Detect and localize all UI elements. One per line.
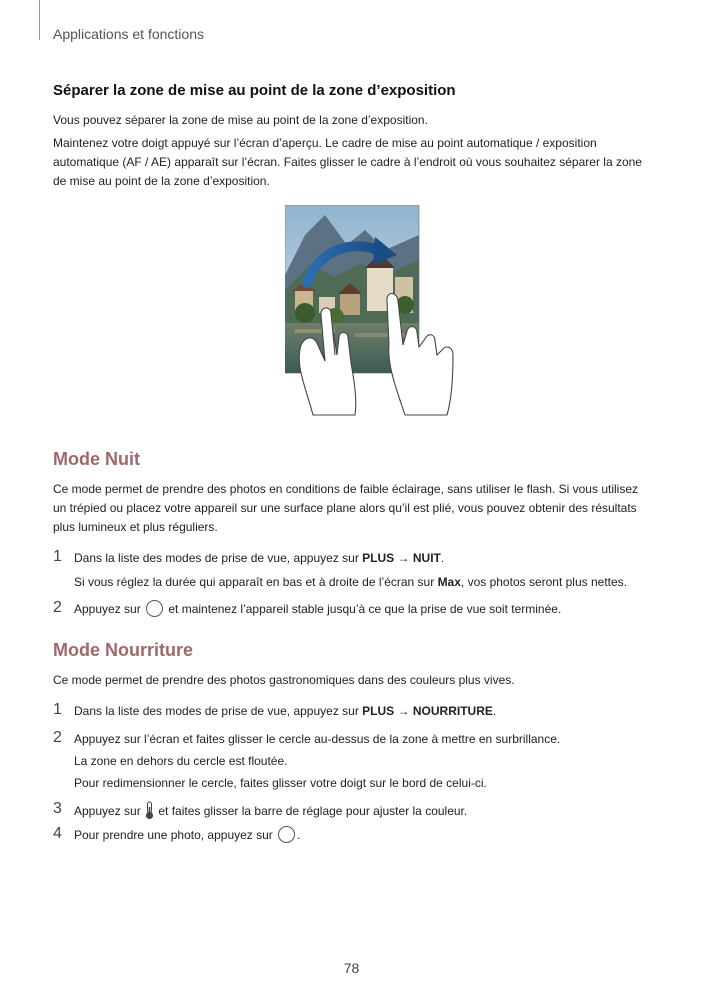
step-number: 1 (53, 548, 62, 565)
step-number: 2 (53, 599, 62, 616)
night-mode-intro: Ce mode permet de prendre des photos en conditions de faible éclairage, sans utiliser le flash. Si vous utilisez un trépied ou placez votre appareil sur une surface plane alors qu’il est plié, vous pouvez obtenir des résultats plus lumineux et plus réguliers. (53, 482, 638, 534)
section-title-focus-exposure: Séparer la zone de mise au point de la zone d’exposition (53, 82, 456, 99)
focus-para-2: Maintenez votre doigt appuyé sur l’écran d’aperçu. Le cadre de mise au point automatique / exposition automatique (AF / AE) apparaît sur l’écran. Faites glisser le cadre à l’endroit où vous souhaitez séparer la zone de mise au point de la zone d’exposition. (53, 136, 642, 188)
food-mode-steps (53, 702, 653, 845)
running-title: Applications et fonctions (53, 26, 204, 42)
food-mode-title: Mode Nourriture (53, 640, 194, 660)
food-menu-label: NOURRITURE (412, 704, 493, 718)
night-mode-title: Mode Nuit (53, 449, 140, 469)
step-number: 3 (53, 800, 62, 817)
night-step-1-note: Si vous réglez la durée qui apparaît en bas et à droite de l’écran sur Max, vos photos seront plus nettes. (74, 575, 628, 589)
step-number: 1 (53, 701, 62, 718)
header-rule (39, 0, 40, 40)
step-number: 4 (53, 825, 62, 842)
page-content (53, 82, 653, 850)
plus-menu-label: PLUS (362, 551, 395, 565)
page-number: 78 (343, 960, 360, 976)
focus-exposure-illustration (53, 199, 653, 429)
food-step-2-note-2: Pour redimensionner le cercle, faites glisser votre doigt sur le bord de celui-ci. (74, 776, 487, 790)
step-number: 2 (53, 729, 62, 746)
focus-para-1: Vous pouvez séparer la zone de mise au point de la zone d’exposition. (53, 113, 428, 127)
night-step-2: 2 Appuyez sur et maintenez l’appareil stable jusqu’à ce que la prise de vue soit terminée. (53, 599, 562, 616)
food-step-2: 2 Appuyez sur l’écran et faites glisser le cercle au-dessus de la zone à mettre en surbrillance. La zone en dehors du cercle est floutée. Pour redimensionner le cercle, faites glisser votre doigt sur le bord de celui-ci. (53, 730, 653, 793)
night-step-1: 1 Dans la liste des modes de prise de vue, appuyez sur PLUS → NUIT. Si vous réglez la durée qui apparaît en bas et à droite de l’écran sur Max, vos photos seront plus nettes. (53, 549, 653, 592)
shutter-circle-icon (146, 600, 163, 617)
night-mode-steps (53, 549, 653, 619)
food-step-2-note-1: La zone en dehors du cercle est floutée. (74, 754, 288, 768)
phone-preview-illustration (285, 205, 465, 417)
plus-menu-label: PLUS (362, 704, 395, 718)
max-setting-label: Max (437, 575, 461, 589)
shutter-circle-icon (278, 826, 295, 843)
food-mode-intro: Ce mode permet de prendre des photos gastronomiques dans des couleurs plus vives. (53, 673, 515, 687)
food-step-4: 4 Pour prendre une photo, appuyez sur . (53, 825, 301, 842)
food-step-1: 1 Dans la liste des modes de prise de vue, appuyez sur PLUS → NOURRITURE. (53, 701, 497, 718)
food-step-3: 3 Appuyez sur et faites glisser la barre de réglage pour ajuster la couleur. (53, 800, 468, 818)
thermometer-icon (145, 801, 154, 820)
night-menu-label: NUIT (412, 551, 441, 565)
